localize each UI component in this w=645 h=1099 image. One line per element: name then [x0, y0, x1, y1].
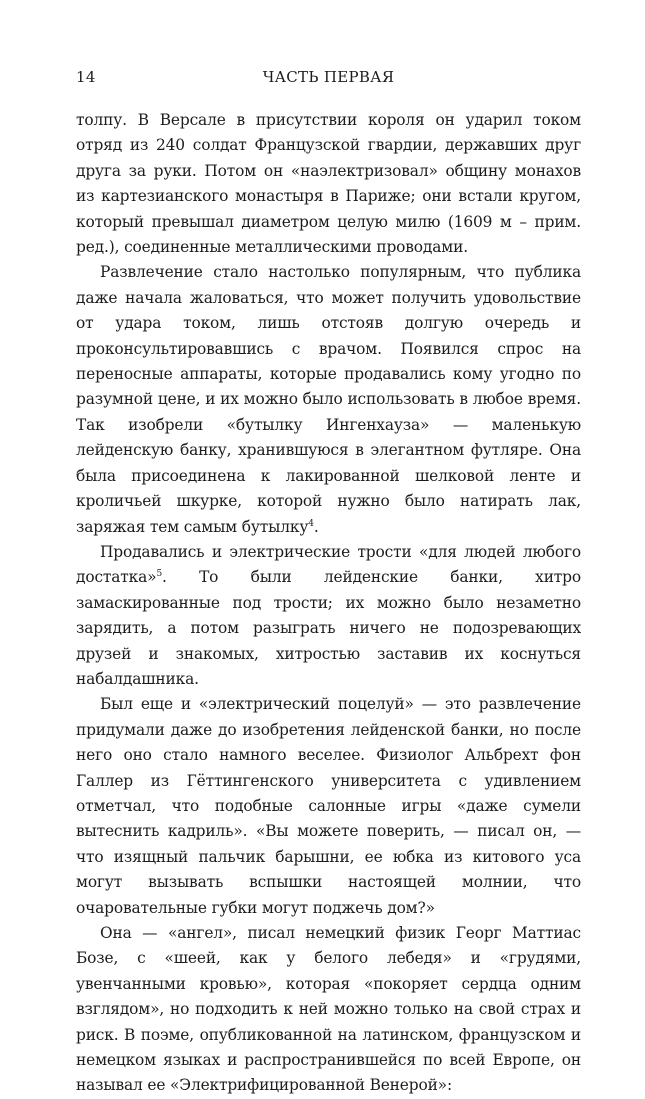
footnote-marker: 5	[156, 569, 163, 580]
paragraph-1-text: толпу. В Версале в присутствии короля он ударил током отряд из 240 солдат Французской гвардии, державших друг друга за руки. Потом он «наэлектризовал» общину монахов из картезианского монастыря в Париже; они встали кругом, который превышал диаметром целую милю (1609 м – прим. ред.), соединенные металлическими проводами.	[76, 111, 581, 257]
page-header	[76, 66, 581, 88]
paragraph-2-text: Развлечение стало настолько популярным, что публика даже начала жаловаться, что может получить удовольствие от удара током, лишь отстояв долгую очередь и проконсультировавшись с врачом. Появился спрос на переносные аппараты, которые продавались кому угодно по разумной цене, и их можно было использовать в любое время. Так изобрели «бутылку Ингенхауза» — маленькую лейденскую банку, хранившуюся в элегантном футляре. Она была присоединена к лакированной шелковой ленте и кроличьей шкурке, которой нужно было натирать лак, заряжая тем самым бутылку	[76, 263, 581, 536]
paragraph-2	[76, 260, 581, 539]
paragraph-4	[76, 692, 581, 921]
paragraph-3-text: Продавались и электрические трости «для людей любого достатка»	[76, 542, 581, 587]
paragraph-4-text: Был еще и «электрический поцелуй» — это развлечение придумали даже до изобретения лейденской банки, но после него оно стало намного веселее. Физиолог Альбрехт фон Галлер из Гёттингенского университета с удивлением отметчал, что подобные салонные игры «даже сумели вытеснить кадриль». «Вы можете поверить, — писал он, — что изящный пальчик барышни, ее юбка из китового уса могут вызывать вспышки настоящей молнии, что очаровательные губки могут поджечь дом?»	[76, 695, 581, 917]
paragraph-5-text: Она — «ангел», писал немецкий физик Георг Маттиас Бозе, с «шеей, как у белого лебедя» и «грудями, увенчанными кровью», которая «покоряет сердца одним взглядом», но подходить к ней можно только на свой страх и риск. В поэме, опубликованной на латинском, французском и немецком языках и распространившейся по всей Европе, он называл ее «Электрифицированной Венерой»:	[76, 924, 581, 1095]
paragraph-3	[76, 540, 581, 692]
paragraph-5	[76, 921, 581, 1099]
paragraph-1	[76, 108, 581, 260]
body-text	[76, 108, 581, 1099]
page-number: 14	[76, 68, 96, 86]
running-title: ЧАСТЬ ПЕРВАЯ	[262, 68, 395, 86]
paragraph-3-tail: . То были лейденские банки, хитро замаскированные под трости; их можно было незаметно зарядить, а потом разыграть ничего не подозревающих друзей и знакомых, хитростью заставив их коснуться набалдашника.	[76, 568, 581, 688]
paragraph-2-tail: .	[313, 517, 319, 536]
footnote-marker: 4	[308, 518, 314, 529]
